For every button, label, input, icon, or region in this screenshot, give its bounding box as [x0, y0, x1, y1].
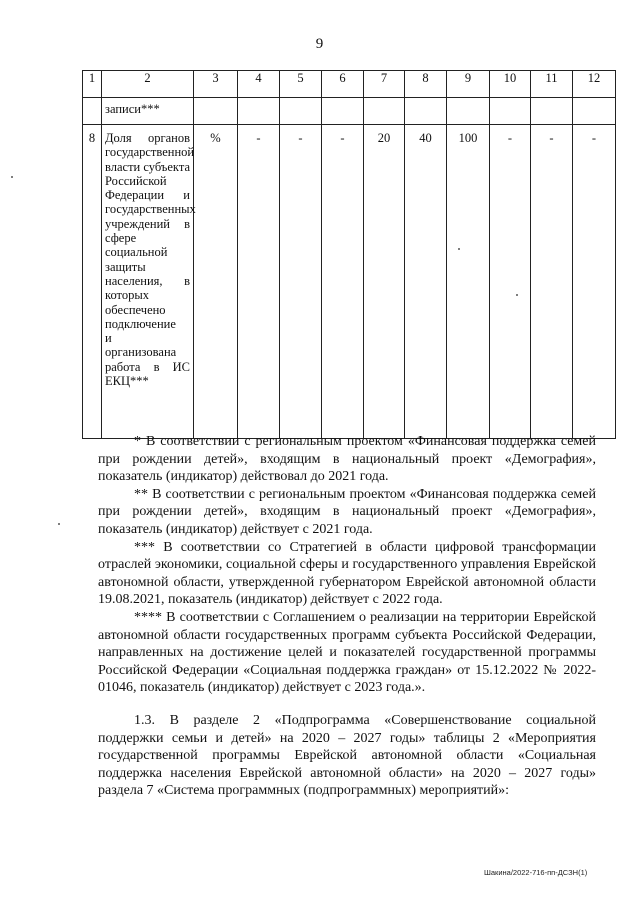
table-header-row — [83, 71, 616, 98]
footnote-1: * В соответствии с региональным проектом «Финансовая поддержка семей при рождении детей», входящим в национальный проект «Демография», показатель (индикатор) действовал до 2021 года. — [98, 434, 596, 485]
footnote-2: ** В соответствии с региональным проектом «Финансовая поддержка семей при рождении детей», входящим в национальный проект «Демография», показатель (индикатор) действует с 2021 года. — [98, 486, 596, 537]
table-cell — [322, 98, 364, 125]
indicators-table — [82, 70, 616, 439]
table-header-cell: 9 — [447, 71, 490, 98]
table-cell — [405, 98, 447, 125]
indicator-line: Федерации и — [105, 188, 190, 203]
value-cell: 40 — [405, 125, 447, 439]
table-cell — [490, 98, 531, 125]
table-header-cell: 10 — [490, 71, 531, 98]
table-cell — [194, 98, 238, 125]
value-cell: - — [573, 125, 616, 439]
value-cell: - — [531, 125, 573, 439]
value-cell: 100 — [447, 125, 490, 439]
table-header-cell: 11 — [531, 71, 573, 98]
indicator-line: учреждений в — [105, 216, 190, 231]
table-header-cell: 2 — [102, 71, 194, 98]
indicator-line: сфере — [105, 231, 137, 246]
table-header-cell: 8 — [405, 71, 447, 98]
table-row-8 — [83, 125, 616, 439]
indicator-line: обеспечено — [105, 302, 166, 317]
footnote-4: **** В соответствии с Соглашением о реализации на территории Еврейской автономной области государственных программ субъекта Российской Федерации, направленных на достижение целей и показателей государственной программы Российской Федерации «Социальная поддержка граждан» от 15.12.2022 № 2022-01046, показатель (индикатор) действует с 2023 года.». — [98, 609, 596, 696]
indicator-line: которых — [105, 288, 149, 303]
footnotes — [98, 433, 596, 800]
scan-speck — [58, 523, 60, 525]
table-cell — [447, 98, 490, 125]
indicator-line: подключение — [105, 316, 176, 331]
table-header-cell: 5 — [280, 71, 322, 98]
table-header-cell: 4 — [238, 71, 280, 98]
scan-speck — [516, 294, 518, 296]
table-header-cell: 6 — [322, 71, 364, 98]
indicator-name — [102, 125, 194, 439]
table-cell — [83, 98, 102, 125]
indicator-line: защиты — [105, 259, 146, 274]
row-number: 8 — [83, 125, 102, 439]
unit-cell: % — [194, 125, 238, 439]
value-cell: - — [322, 125, 364, 439]
indicator-line: государственных — [105, 202, 196, 217]
table-cell — [531, 98, 573, 125]
table-header-cell: 1 — [83, 71, 102, 98]
value-cell: - — [280, 125, 322, 439]
footnote-3: *** В соответствии со Стратегией в области цифровой трансформации отраслей экономики, социальной сферы и государственного управления Еврейской автономной области, утвержденной губернатором Еврейской автономной области 19.08.2021, показатель (индикатор) действует с 2022 года. — [98, 539, 596, 608]
continuation-text: записи*** — [102, 98, 194, 125]
indicator-line: населения, в — [105, 273, 190, 288]
paragraph-1-3: 1.3. В разделе 2 «Подпрограмма «Совершенствование социальной поддержки семьи и детей» на 2020 – 2027 годы» таблицы 2 «Мероприятия государственной программы Еврейской автономной области «Социальная поддержка населения Еврейской автономной области» на 2020 – 2027 годы» раздела 7 «Система программных (подпрограммных) мероприятий»: — [98, 712, 596, 799]
indicator-line: работа в ИС — [105, 359, 190, 374]
table-cell — [238, 98, 280, 125]
table-cell — [280, 98, 322, 125]
table-cell — [364, 98, 405, 125]
table-cell — [573, 98, 616, 125]
scan-speck — [458, 248, 460, 250]
value-cell: 20 — [364, 125, 405, 439]
value-cell: - — [490, 125, 531, 439]
document-code: Шакина/2022-716-пп-ДСЗН(1) — [484, 868, 588, 877]
indicator-line: власти субъекта — [105, 159, 190, 174]
indicator-line: социальной — [105, 245, 168, 260]
table-header-cell: 7 — [364, 71, 405, 98]
table-row-continuation — [83, 98, 616, 125]
value-cell: - — [238, 125, 280, 439]
page-number: 9 — [315, 36, 324, 52]
table-header-cell: 12 — [573, 71, 616, 98]
scan-speck — [11, 176, 13, 178]
indicator-line: Доля органов — [105, 131, 190, 145]
table-header-cell: 3 — [194, 71, 238, 98]
indicator-line: и — [105, 331, 112, 346]
indicator-line: Российской — [105, 173, 167, 188]
indicator-line: ЕКЦ*** — [105, 374, 149, 389]
indicator-line: организована — [105, 345, 177, 360]
indicator-line: государственной — [105, 145, 195, 160]
